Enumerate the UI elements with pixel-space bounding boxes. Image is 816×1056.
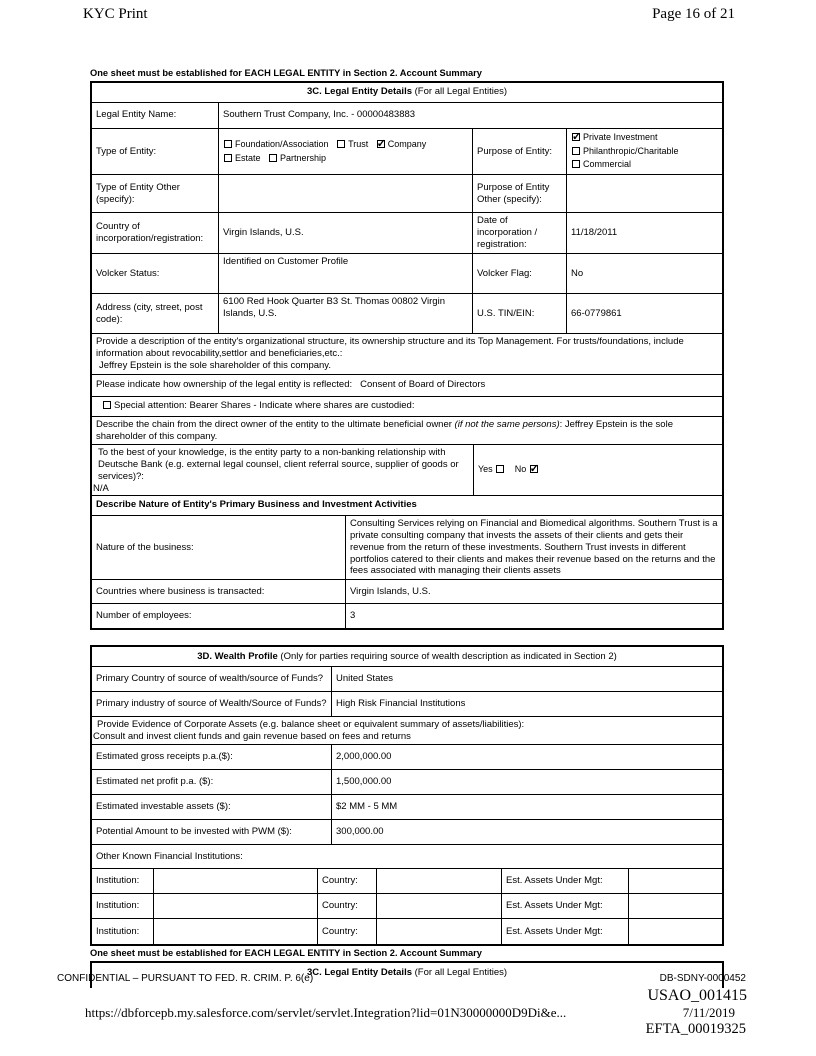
countries-label [92, 580, 346, 603]
field-label: Purpose of Entity Other (specify): [477, 182, 550, 205]
field-label: Legal Entity Name: [96, 109, 177, 121]
table-title [96, 651, 718, 663]
country-incorporation-label [92, 213, 219, 253]
checkbox-option [268, 153, 326, 163]
confidential-stamp: CONFIDENTIAL – PURSUANT TO FED. R. CRIM. P. 6(e) [57, 973, 314, 984]
type-of-entity-options [219, 129, 473, 175]
org-structure-answer: Jeffrey Epstein is the sole shareholder of this company. [99, 359, 331, 371]
unchecked-checkbox[interactable] [224, 154, 232, 162]
field-label: Volcker Flag: [477, 267, 532, 279]
row-legal-entity-name [92, 103, 722, 129]
volcker-flag-value [567, 254, 722, 293]
field-label: Estimated net profit p.a. ($): [96, 776, 214, 788]
institution-row [92, 894, 722, 919]
field-label: Estimated gross receipts p.a.($): [96, 751, 233, 763]
table-title-bold: 3C. Legal Entity Details [306, 966, 412, 978]
row-gross-receipts [92, 745, 722, 770]
table-title-cell [92, 647, 722, 666]
field-value: 11/18/2011 [571, 227, 618, 239]
checked-checkbox[interactable] [377, 140, 385, 148]
nature-label [92, 516, 346, 579]
country-label [318, 869, 377, 893]
section-spacer [90, 630, 724, 645]
row-ownership-reflected [92, 375, 722, 397]
country-incorporation-value [219, 213, 473, 253]
chain-answer: : Jeffrey Epstein is the sole shareholder of this company. [96, 418, 673, 442]
wealth-country-label [92, 667, 332, 691]
wealth-country-value [332, 667, 722, 691]
assets-under-mgt-label [502, 869, 629, 893]
address-label [92, 294, 219, 333]
checkbox-option [478, 464, 507, 474]
field-label: Institution: [96, 900, 140, 912]
evidence-cell [92, 717, 722, 744]
bearer-shares [102, 400, 718, 412]
country-label [318, 894, 377, 918]
table-header-row [92, 647, 722, 667]
bates-number-db-sdny: DB-SDNY-0000452 [659, 973, 746, 984]
checkbox-label: Philanthropic/Charitable [583, 145, 679, 156]
field-label: Potential Amount to be invested with PWM ($): [96, 826, 292, 838]
checkbox-label: Partnership [280, 152, 327, 163]
checkbox-option [336, 139, 368, 149]
row-countries-transacted [92, 580, 722, 604]
nonbank-question: To the best of your knowledge, is the entity party to a non-banking relationship with Deutsche Bank (e.g. external legal counsel, client referral source, supplier of goods or services)?: [98, 447, 459, 483]
row-type-purpose [92, 129, 722, 176]
row-country-date [92, 213, 722, 254]
row-nonbank-relationship [92, 445, 722, 496]
field-label: Please indicate how ownership of the legal entity is reflected: [96, 379, 353, 391]
field-value: 1,500,000.00 [336, 776, 392, 788]
purpose-of-entity-options [567, 129, 722, 175]
assets-under-mgt-label [502, 919, 629, 944]
pwm-amount-label [92, 820, 332, 844]
assets-under-mgt-value [629, 894, 722, 918]
field-label: Country: [322, 875, 358, 887]
business-header: Describe Nature of Entity's Primary Business and Investment Activities [96, 499, 417, 511]
institution-label [92, 919, 154, 944]
checkbox-option [571, 159, 631, 169]
field-value: 6100 Red Hook Quarter B3 St. Thomas 00802 Virgin Islands, U.S. [223, 296, 445, 319]
pwm-amount-value [332, 820, 722, 844]
field-label: U.S. TIN/EIN: [477, 307, 535, 319]
row-wealth-country [92, 667, 722, 692]
field-value: 66-0779861 [571, 307, 622, 319]
section-note: One sheet must be established for EACH LEGAL ENTITY in Section 2. Account Summary [90, 68, 482, 78]
wealth-profile-table [90, 645, 724, 946]
row-wealth-industry [92, 692, 722, 717]
country-value [377, 894, 502, 918]
volcker-flag-label [473, 254, 567, 293]
type-of-entity-label [92, 129, 219, 175]
unchecked-checkbox[interactable] [496, 465, 504, 473]
bates-number-efta: EFTA_00019325 [645, 1021, 746, 1037]
table-title [96, 86, 718, 98]
table-title-suffix: (Only for parties requiring source of wealth description as indicated in Section 2) [277, 650, 617, 662]
field-value: 2,000,000.00 [336, 751, 392, 763]
field-label: Institution: [96, 925, 140, 937]
row-other-financial-institutions [92, 845, 722, 869]
row-nature-of-business [92, 516, 722, 580]
nonbank-question-cell [92, 445, 474, 495]
checkbox-option [223, 139, 329, 149]
field-label: Countries where business is transacted: [96, 585, 265, 597]
evidence-answer: Consult and invest client funds and gain revenue based on fees and returns [93, 731, 411, 743]
field-value: Identified on Customer Profile [223, 256, 349, 268]
evidence-question: Provide Evidence of Corporate Assets (e.g. balance sheet or equivalent summary of assets/liabilities): [97, 719, 525, 731]
employees-value [346, 604, 722, 628]
table-header-row [92, 83, 722, 103]
table-title-suffix: (For all Legal Entities) [412, 86, 508, 98]
institution-value [154, 869, 318, 893]
checkbox-option [376, 139, 427, 149]
field-label: Volcker Status: [96, 267, 160, 279]
bearer-shares-label: Special attention: Bearer Shares - Indicate where shares are custodied: [114, 400, 415, 412]
tin-value [567, 294, 722, 333]
gross-receipts-label [92, 745, 332, 769]
field-label: Date of incorporation / registration: [477, 215, 538, 251]
unchecked-checkbox[interactable] [572, 147, 580, 155]
unchecked-checkbox[interactable] [337, 140, 345, 148]
volcker-status-label [92, 254, 219, 293]
field-value: United States [336, 673, 394, 685]
form-content [90, 68, 724, 988]
gross-receipts-value [332, 745, 722, 769]
row-ownership-chain [92, 417, 722, 446]
field-value: $2 MM - 5 MM [336, 801, 398, 813]
row-bearer-shares [92, 397, 722, 417]
country-value [377, 919, 502, 944]
section-note: One sheet must be established for EACH LEGAL ENTITY in Section 2. Account Summary [90, 948, 482, 959]
field-label: Est. Assets Under Mgt: [506, 900, 603, 912]
field-label: Type of Entity Other (specify): [96, 182, 180, 205]
checkbox-label: Estate [235, 152, 261, 163]
type-other-label [92, 175, 219, 212]
unchecked-checkbox[interactable] [224, 140, 232, 148]
row-evidence-assets [92, 717, 722, 745]
ownership-reflected-cell [92, 375, 722, 396]
checkbox-label: Company [387, 138, 427, 149]
field-value: Virgin Islands, U.S. [223, 227, 304, 239]
bearer-shares-cell [92, 397, 722, 416]
industry-value [332, 692, 722, 716]
assets-under-mgt-label [502, 894, 629, 918]
nonbank-na: N/A [93, 483, 109, 495]
ownership-chain-cell [92, 417, 722, 445]
row-volcker [92, 254, 722, 294]
unchecked-checkbox[interactable] [269, 154, 277, 162]
industry-label [92, 692, 332, 716]
page-number: Page 16 of 21 [652, 6, 735, 22]
checkbox-label: Commercial [583, 159, 632, 170]
assets-under-mgt-value [629, 869, 722, 893]
purpose-other-value [567, 175, 722, 212]
unchecked-checkbox[interactable] [572, 160, 580, 168]
checkbox-label: Foundation/Association [235, 138, 329, 149]
nature-value [346, 516, 722, 579]
checkbox-option [571, 146, 679, 156]
net-profit-value [332, 770, 722, 794]
checkbox-label: No [514, 464, 527, 475]
field-label: Est. Assets Under Mgt: [506, 925, 603, 937]
other-fi-label [92, 845, 722, 868]
checkbox-option [223, 153, 261, 163]
field-label: Primary industry of source of Wealth/Source of Funds? [96, 698, 327, 710]
country-value [377, 869, 502, 893]
nonbank-answer-cell [474, 445, 722, 495]
institution-value [154, 894, 318, 918]
field-label: Other Known Financial Institutions: [96, 850, 243, 862]
field-label: Primary Country of source of wealth/source of Funds? [96, 673, 324, 685]
purpose-other-label [473, 175, 567, 212]
checkbox-group [571, 131, 718, 173]
investable-assets-label [92, 795, 332, 819]
table-title-suffix: (For all Legal Entities) [412, 966, 508, 978]
page-title: KYC Print [83, 6, 148, 22]
org-structure-cell [92, 334, 722, 374]
bates-number-usao: USAO_001415 [647, 987, 747, 1004]
checked-checkbox[interactable] [572, 133, 580, 141]
checkbox-group [223, 138, 468, 166]
field-label: Estimated investable assets ($): [96, 801, 231, 813]
checkbox-label: Private Investment [583, 131, 658, 142]
row-employees [92, 604, 722, 628]
row-business-header [92, 496, 722, 516]
field-label: Nature of the business: [96, 541, 194, 553]
row-pwm-amount [92, 820, 722, 845]
institution-label [92, 869, 154, 893]
assets-under-mgt-value [629, 919, 722, 944]
field-label: Purpose of Entity: [477, 145, 552, 157]
legal-entity-name-label [92, 103, 219, 128]
field-label: Country: [322, 925, 358, 937]
net-profit-label [92, 770, 332, 794]
source-url: https://dbforcepb.my.salesforce.com/servlet/servlet.Integration?lid=01N30000000D9Di&e... [85, 1005, 567, 1020]
yes-no-checkbox-group [478, 463, 718, 477]
field-value: No [571, 267, 584, 279]
legal-entity-details-table [90, 81, 724, 631]
investable-assets-value [332, 795, 722, 819]
field-value: Consent of Board of Directors [360, 379, 486, 391]
field-label: Country of incorporation/registration: [96, 221, 204, 245]
type-other-value [219, 175, 473, 212]
field-label: Country: [322, 900, 358, 912]
row-address-tin [92, 294, 722, 334]
field-label: Address (city, street, post code): [96, 301, 203, 325]
institution-row [92, 919, 722, 944]
table-title-bold: 3D. Wealth Profile [197, 650, 278, 662]
institution-label [92, 894, 154, 918]
chain-italic-text: (if not the same persons) [454, 418, 560, 430]
table-title-bold: 3C. Legal Entity Details [306, 86, 412, 98]
employees-label [92, 604, 346, 628]
row-net-profit [92, 770, 722, 795]
countries-value [346, 580, 722, 603]
field-value: 300,000.00 [336, 826, 384, 838]
ownership-reflected [96, 379, 718, 391]
field-label: Est. Assets Under Mgt: [506, 875, 603, 887]
country-label [318, 919, 377, 944]
business-header-cell [92, 496, 722, 515]
bearer-shares-checkbox[interactable] [103, 401, 111, 409]
field-label: Number of employees: [96, 610, 192, 622]
field-value: Virgin Islands, U.S. [350, 585, 431, 597]
date-incorporation-value [567, 213, 722, 253]
checkbox-label: Yes [478, 464, 493, 475]
field-value: High Risk Financial Institutions [336, 698, 466, 710]
checkbox-option [571, 132, 658, 142]
checkbox-label: Trust [348, 138, 369, 149]
checkbox-option [515, 464, 541, 474]
chain-text: Describe the chain from the direct owner of the entity to the ultimate beneficial owner [96, 418, 455, 430]
institution-value [154, 919, 318, 944]
row-other-specify [92, 175, 722, 213]
table-title-cell [92, 83, 722, 102]
volcker-status-value [219, 254, 473, 293]
field-label: Institution: [96, 875, 140, 887]
date-incorporation-label [473, 213, 567, 253]
field-label: Type of Entity: [96, 145, 157, 157]
address-value [219, 294, 473, 333]
checked-checkbox[interactable] [530, 465, 538, 473]
purpose-of-entity-label [473, 129, 567, 175]
row-org-structure [92, 334, 722, 375]
institution-row [92, 869, 722, 894]
ownership-chain [96, 419, 718, 443]
field-value: 3 [350, 610, 356, 622]
print-date: 7/11/2019 [682, 1005, 735, 1020]
field-value: Consulting Services relying on Financial and Biomedical algorithms. Southern Trust is a private consulting company that invests the assets of their clients and gets their revenue from the return of these investments. Southern Trust invests in different portfolios catered to their clients and makes their revenue based on the returns and the fees associated with managing their clients assets [350, 517, 718, 577]
field-value: Southern Trust Company, Inc. - 00000483883 [223, 109, 416, 121]
org-structure-question: Provide a description of the entity's organizational structure, its ownership structure and its Top Management. For trusts/foundations, include information about revocability,settlor and beneficiaries,etc.: [96, 336, 684, 359]
row-investable-assets [92, 795, 722, 820]
legal-entity-name-value [219, 103, 722, 128]
tin-label [473, 294, 567, 333]
